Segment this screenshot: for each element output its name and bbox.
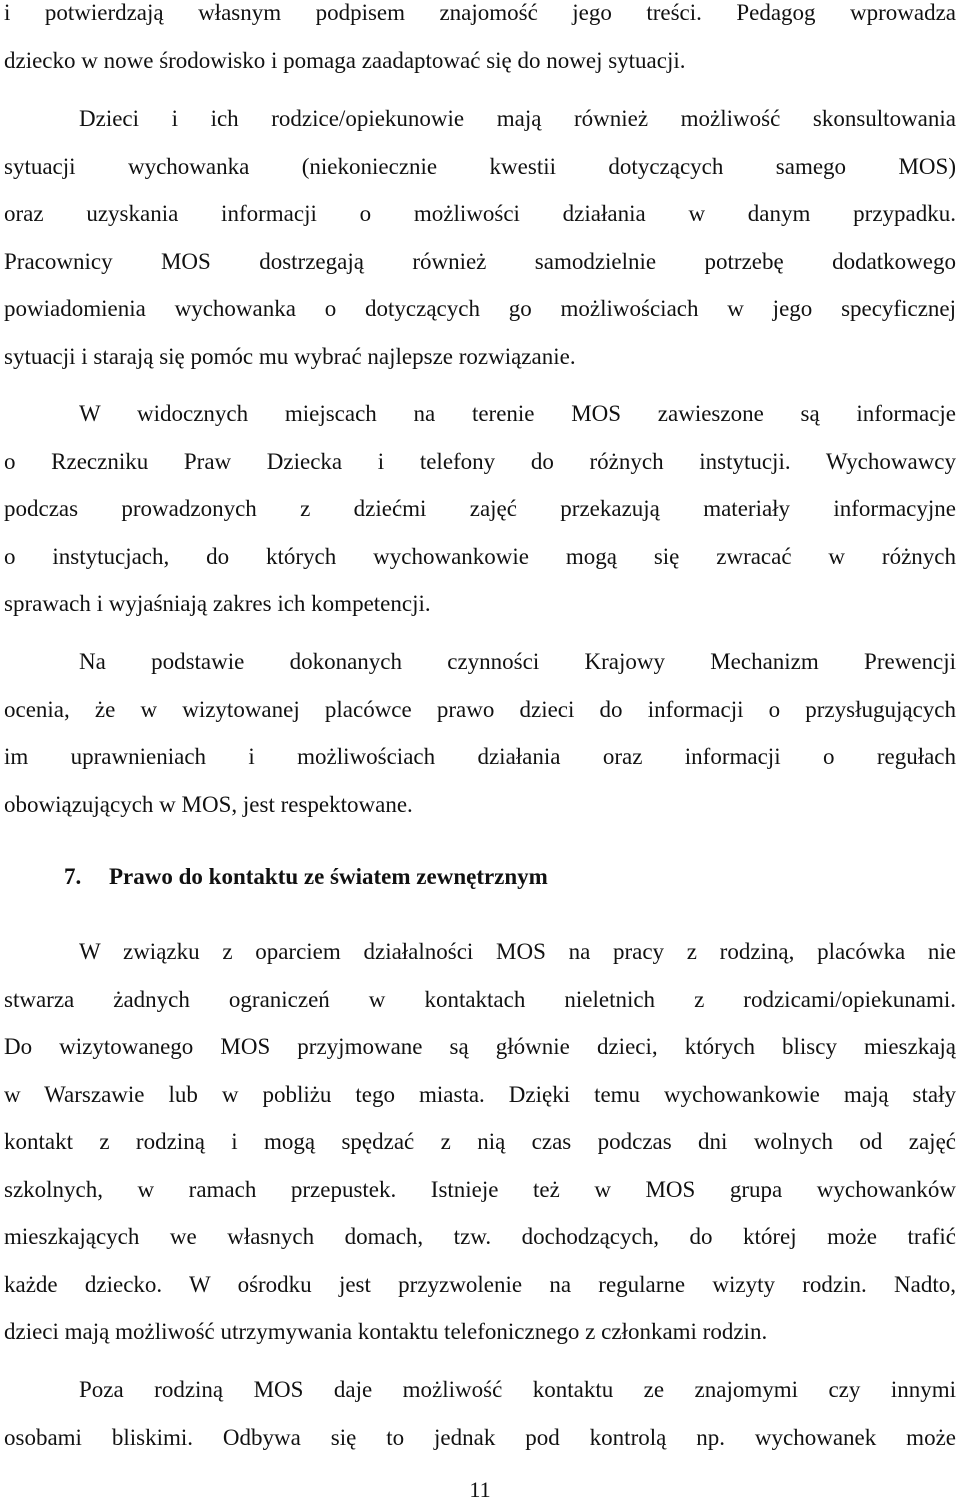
paragraph [4, 95, 956, 380]
text-line: ocenia, że w wizytowanej placówce prawo dzieci do informacji o przysługujących [4, 696, 956, 722]
text-line: W związku z oparciem działalności MOS na pracy z rodziną, placówka nie [79, 939, 956, 964]
text-line: szkolnych, w ramach przepustek. Istnieje też w MOS grupa wychowanków [4, 1176, 956, 1202]
text-line: Na podstawie dokonanych czynności Krajowy Mechanizm Prewencji [79, 649, 956, 674]
text-line: Pracownicy MOS dostrzegają również samodzielnie potrzebę dodatkowego [4, 248, 956, 274]
text-line: W widocznych miejscach na terenie MOS zawieszone są informacje [79, 401, 956, 426]
text-line: o instytucjach, do których wychowankowie mogą się zwracać w różnych [4, 543, 956, 569]
text-line: kontakt z rodziną i mogą spędzać z nią czas podczas dni wolnych od zajęć [4, 1129, 956, 1154]
text-line: o Rzeczniku Praw Dziecka i telefony do różnych instytucji. Wychowawcy [4, 448, 956, 474]
text-line: Do wizytowanego MOS przyjmowane są głównie dzieci, których bliscy mieszkają [4, 1034, 956, 1059]
text-line: każde dziecko. W ośrodku jest przyzwolenie na regularne wizyty rodzin. Nadto, [4, 1271, 956, 1297]
text-line: w Warszawie lub w pobliżu tego miasta. Dzięki temu wychowankowie mają stały [4, 1081, 956, 1107]
text-line: oraz uzyskania informacji o możliwości działania w danym przypadku. [4, 201, 956, 226]
text-line: Dzieci i ich rodzice/opiekunowie mają również możliwość skonsultowania [79, 106, 956, 131]
page-number: 11 [469, 1477, 491, 1502]
section-heading [64, 853, 548, 901]
text-line: obowiązujących w MOS, jest respektowane. [4, 791, 413, 817]
paragraph [4, 390, 956, 628]
section-title: Prawo do kontaktu ze światem zewnętrznym [109, 864, 548, 889]
paragraph [4, 928, 956, 1356]
text-line: sytuacji i starają się pomóc mu wybrać najlepsze rozwiązanie. [4, 343, 576, 369]
text-line: sytuacji wychowanka (niekoniecznie kwestii dotyczących samego MOS) [4, 153, 956, 179]
paragraph [4, 1366, 956, 1461]
text-line: stwarza żadnych ograniczeń w kontaktach nieletnich z rodzicami/opiekunami. [4, 986, 956, 1012]
text-line: im uprawnieniach i możliwościach działania oraz informacji o regułach [4, 744, 956, 769]
text-line: osobami bliskimi. Odbywa się to jednak pod kontrolą np. wychowanek może [4, 1424, 956, 1450]
text-line: Poza rodziną MOS daje możliwość kontaktu ze znajomymi czy innymi [79, 1377, 956, 1402]
text-line: i potwierdzają własnym podpisem znajomość jego treści. Pedagog wprowadza [4, 0, 956, 25]
text-line: powiadomienia wychowanka o dotyczących go możliwościach w jego specyficznej [4, 296, 956, 321]
section-number: 7. [64, 864, 82, 889]
paragraph [4, 638, 956, 828]
text-line: dzieci mają możliwość utrzymywania kontaktu telefonicznego z członkami rodzin. [4, 1319, 768, 1344]
paragraph [4, 0, 956, 84]
text-line: podczas prowadzonych z dziećmi zajęć przekazują materiały informacyjne [4, 496, 956, 521]
text-line: mieszkających we własnych domach, tzw. dochodzących, do której może trafić [4, 1224, 956, 1249]
text-line: sprawach i wyjaśniają zakres ich kompetencji. [4, 591, 431, 616]
text-line: dziecko w nowe środowisko i pomaga zaadaptować się do nowej sytuacji. [4, 47, 686, 73]
